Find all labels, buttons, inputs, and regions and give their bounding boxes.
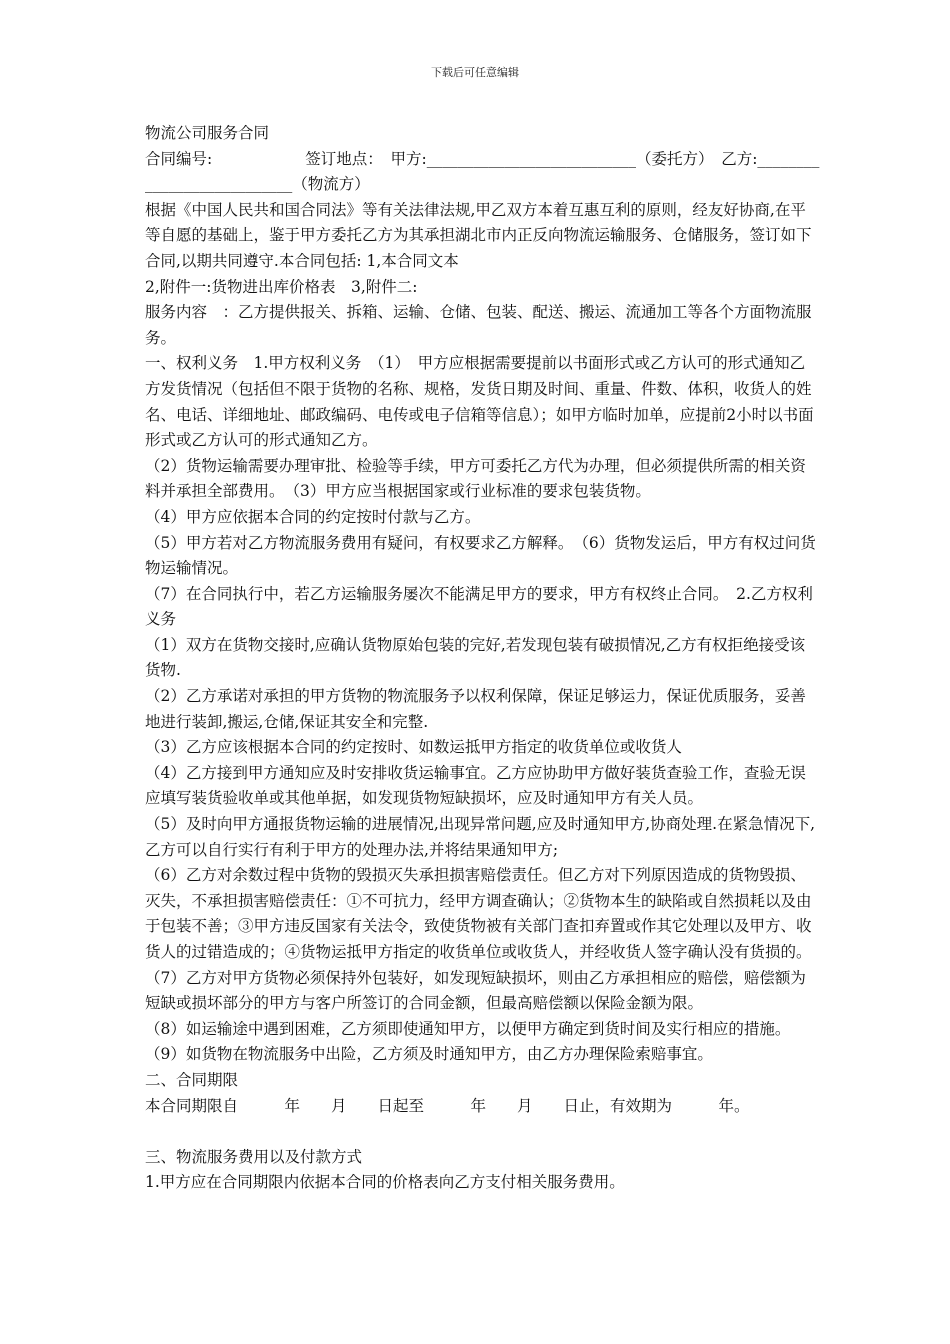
party-b-clause-5: （5）及时向甲方通报货物运输的进展情况,出现异常问题,应及时通知甲方,协商处理.在紧急情况下,乙方可以自行实行有利于甲方的处理办法,并将结果通知甲方; <box>145 815 815 859</box>
attachments-line: 2,附件一:货物进出库价格表 3,附件二: <box>145 277 418 296</box>
service-content-paragraph: 服务内容 ：乙方提供报关、拆箱、运输、仓储、包装、配送、搬运、流通加工等各个方面物流服务。 <box>145 303 812 347</box>
party-b-clause-6: （6）乙方对余数过程中货物的毁损灭失承担损害赔偿责任。但乙方对下列原因造成的货物毁损、灭失，不承担损害赔偿责任：①不可抗力，经甲方调查确认；②货物本生的缺陷或自然损耗以及由于包装不善；③甲方违反国家有关法令，致使货物被有关部门查扣弃置或作其它处理以及甲方、收货人的过错造成的；④货物运抵甲方指定的收货单位或收货人，并经收货人签字确认没有货损的。 <box>145 866 812 961</box>
preamble-paragraph: 根据《中国人民共和国合同法》等有关法律法规,甲乙双方本着互惠互利的原则，经友好协商,在平等自愿的基础上，鉴于甲方委托乙方为其承担湖北市内正反向物流运输服务、仓储服务，签订如下合同,以期共同遵守.本合同包括: 1,本合同文本 <box>145 200 812 270</box>
section-heading-fees: 三、物流服务费用以及付款方式 <box>145 1147 363 1166</box>
party-a-clause-4: （4）甲方应依据本合同的约定按时付款与乙方。 <box>145 507 481 526</box>
contract-body <box>145 121 820 1196</box>
party-b-clause-9: （9）如货物在物流服务中出险，乙方须及时通知甲方，由乙方办理保险索赔事宜。 <box>145 1045 713 1064</box>
party-b-clause-4: （4）乙方接到甲方通知应及时安排收货运输事宜。乙方应协助甲方做好装货查验工作，查验无误应填写装货验收单或其他单据，如发现货物短缺损坏，应及时通知甲方有关人员。 <box>145 763 806 808</box>
contract-parties-line: 合同编号: 签订地点： 甲方:___________________________（委托方） 乙方:___________________________（物流方） <box>145 149 820 194</box>
section-heading-term: 二、合同期限 <box>145 1070 239 1089</box>
blank-line <box>145 1119 820 1145</box>
party-b-clause-1: （1）双方在货物交接时,应确认货物原始包装的完好,若发现包装有破损情况,乙方有权拒绝接受该货物. <box>145 635 806 680</box>
fees-clause-1: 1.甲方应在合同期限内依据本合同的价格表向乙方支付相关服务费用。 <box>145 1173 625 1192</box>
party-a-clause-7: （7）在合同执行中，若乙方运输服务屡次不能满足甲方的要求，甲方有权终止合同。 2.乙方权利义务 <box>145 584 813 629</box>
party-a-clause-5-6: （5）甲方若对乙方物流服务费用有疑问，有权要求乙方解释。 （6）货物发运后，甲方有权过问货物运输情况。 <box>145 533 816 578</box>
party-a-clause-2-3: （2）货物运输需要办理审批、检验等手续，甲方可委托乙方代为办理，但必须提供所需的相关资料并承担全部费用。 （3）甲方应当根据国家或行业标准的要求包装货物。 <box>145 456 806 501</box>
party-b-clause-7: （7）乙方对甲方货物必须保持外包装好，如发现短缺损坏，则由乙方承担相应的赔偿，赔偿额为短缺或损坏部分的甲方与客户所签订的合同金额，但最高赔偿额以保险金额为限。 <box>145 968 806 1013</box>
party-b-clause-8: （8）如运输途中遇到困难，乙方须即使通知甲方，以便甲方确定到货时间及实行相应的措施。 <box>145 1019 791 1038</box>
contract-title: 物流公司服务合同 <box>145 124 270 142</box>
party-b-clause-3: （3）乙方应该根据本合同的约定按时、如数运抵甲方指定的收货单位或收货人 <box>145 738 682 757</box>
rights-obligations-paragraph: 一、权利义务 1.甲方权利义务 （1） 甲方应根据需要提前以书面形式或乙方认可的形式通知乙方发货情况（包括但不限于货物的名称、规格，发货日期及时间、重量、件数、体积，收货人的姓名、电话、详细地址、邮政编码、电传或电子信箱等信息）；如甲方临时加单，应提前2小时以书面形式或乙方认可的形式通知乙方。 <box>145 354 814 450</box>
party-b-clause-2: （2）乙方承诺对承担的甲方货物的物流服务予以权利保障，保证足够运力，保证优质服务，妥善地进行装卸,搬运,仓储,保证其安全和完整. <box>145 687 806 731</box>
contract-term-line: 本合同期限自 年 月 日起至 年 月 日止，有效期为 年。 <box>145 1096 750 1115</box>
header-note: 下载后可任意编辑 <box>431 66 519 79</box>
